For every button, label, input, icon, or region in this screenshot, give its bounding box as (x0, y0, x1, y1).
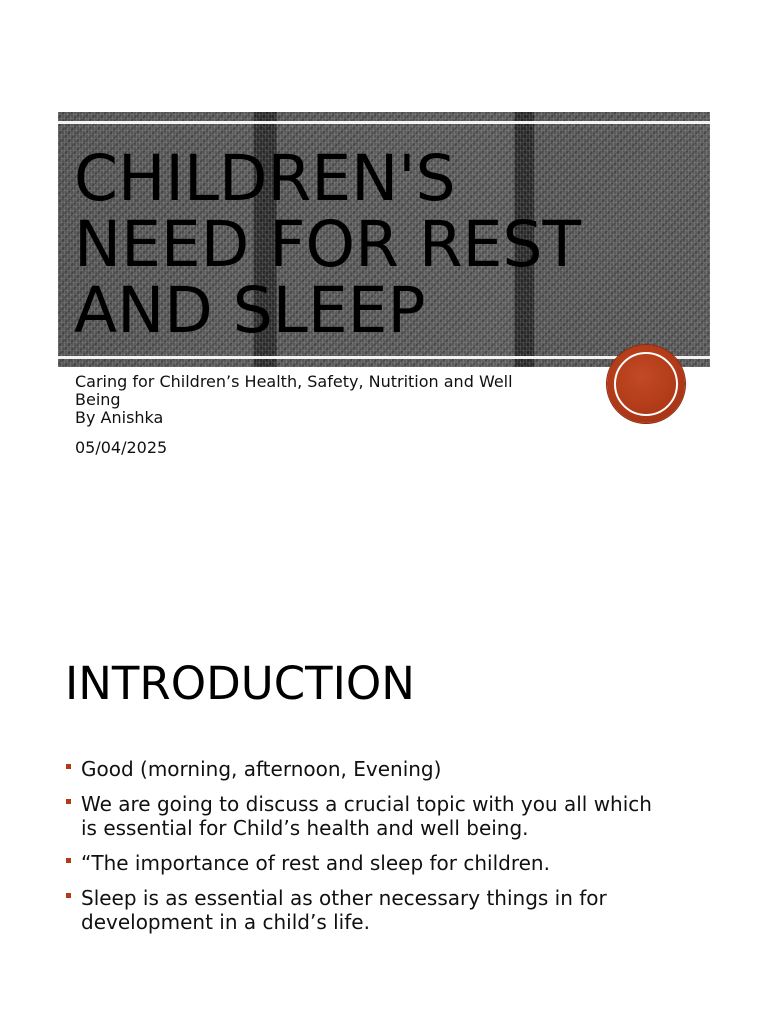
bullet-line: development in a child’s life. (81, 910, 370, 934)
banner-top-rule (58, 121, 710, 124)
bullet-line: “The importance of rest and sleep for children. (81, 851, 550, 875)
intro-bullet-list (66, 757, 716, 945)
intro-heading: INTRODUCTION (65, 657, 415, 710)
bullet-square-icon (66, 858, 71, 863)
slide-date: 05/04/2025 (75, 438, 168, 457)
slide-title (74, 142, 674, 347)
bullet-square-icon (66, 764, 71, 769)
title-banner (58, 112, 710, 367)
bullet-line: Sleep is as essential as other necessary things in for (81, 886, 607, 910)
bullet-square-icon (66, 799, 71, 804)
subtitle-line: Being (75, 390, 121, 409)
bullet-line: is essential for Child’s health and well being. (81, 816, 529, 840)
bullet-line: Good (morning, afternoon, Evening) (81, 757, 442, 781)
bullet-line: We are going to discuss a crucial topic with you all which (81, 792, 652, 816)
banner-bottom-rule (58, 356, 710, 359)
list-item (66, 792, 716, 840)
title-line: CHILDREN'S (74, 142, 456, 215)
title-line: NEED FOR REST (74, 208, 581, 281)
list-item (66, 886, 716, 934)
list-item (66, 851, 716, 875)
badge-ring (614, 352, 678, 416)
author-line: By Anishka (75, 408, 164, 427)
list-item (66, 757, 716, 781)
subtitle-line: Caring for Children’s Health, Safety, Nutrition and Well (75, 372, 513, 391)
bullet-square-icon (66, 893, 71, 898)
title-line: AND SLEEP (74, 274, 426, 347)
decorative-circle-badge (607, 345, 685, 423)
slide-subtitle (75, 373, 575, 427)
